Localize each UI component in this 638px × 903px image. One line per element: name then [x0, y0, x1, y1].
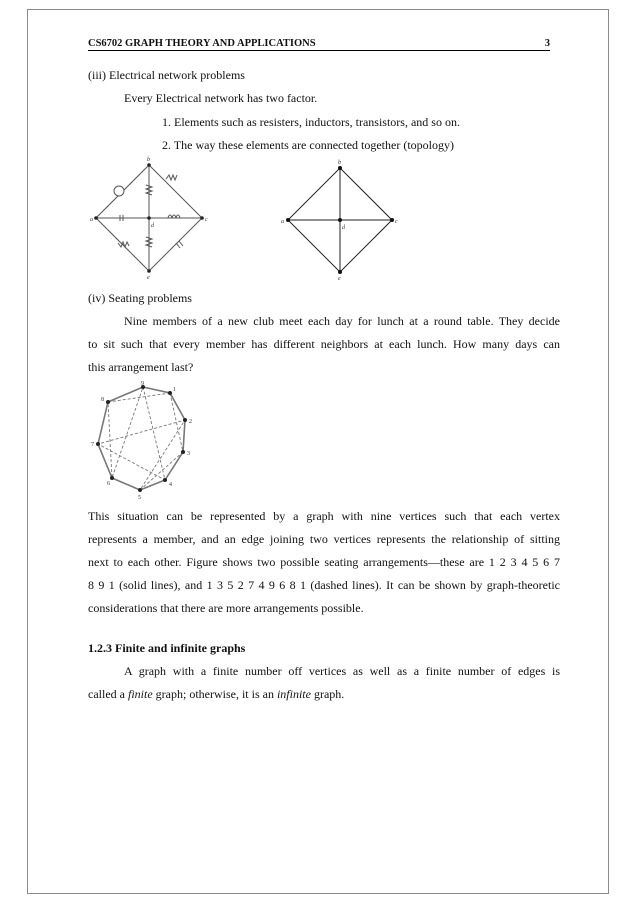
fig2-label-a: a: [281, 219, 284, 225]
para-line3: next to each other. Figure shows two possible seating arrangements—these are 1 2 3 4 5 6 7: [88, 555, 560, 569]
seat-label-8: 8: [101, 397, 104, 403]
fig1-label-b: b: [147, 157, 150, 163]
para-line4: 8 9 1 (solid lines), and 1 3 5 2 7 4 9 6 8 1 (dashed lines). It can be shown by graph-theoretic: [88, 578, 560, 592]
electrical-network-figure: [88, 155, 218, 280]
section-iii-intro: Every Electrical network has two factor.: [124, 91, 318, 105]
para-line2: represents a member, and an edge joining two vertices represents the relationship of sitting: [88, 532, 560, 546]
section-iv-heading: (iv) Seating problems: [88, 291, 192, 305]
page-number: 3: [544, 38, 550, 49]
page-header: [88, 38, 550, 51]
section-123-line1: A graph with a finite number off vertices as well as a finite number of edges is: [124, 664, 560, 678]
line2-part-c: graph; otherwise, it is an: [152, 687, 277, 701]
section-iii-heading: (iii) Electrical network problems: [88, 68, 245, 82]
section-123-heading: 1.2.3 Finite and infinite graphs: [88, 641, 246, 655]
section-123-line2: [88, 687, 344, 701]
fig1-label-c: c: [205, 217, 208, 223]
para-line1: This situation can be represented by a graph with nine vertices such that each vertex: [88, 509, 560, 523]
finite-term: finite: [127, 687, 153, 701]
seat-label-1: 1: [173, 387, 176, 393]
seating-graph-figure: [88, 380, 218, 502]
section-iv-para-line2: to sit such that every member has different neighbors at each lunch. How many days can: [88, 337, 560, 351]
list-item-2: 2. The way these elements are connected together (topology): [162, 138, 455, 152]
topology-graph-figure: [280, 158, 400, 280]
infinite-term: infinite: [276, 687, 311, 701]
line2-part-a: called a: [88, 687, 128, 701]
seat-label-9: 9: [141, 381, 144, 387]
seat-label-2: 2: [189, 419, 192, 425]
fig1-label-d: d: [151, 223, 154, 229]
para-line5: considerations that there are more arrangements possible.: [88, 601, 364, 615]
section-iv-para-line1: Nine members of a new club meet each day for lunch at a round table. They decide: [124, 314, 560, 328]
header-title: CS6702 GRAPH THEORY AND APPLICATIONS: [88, 38, 316, 49]
seat-label-6: 6: [107, 481, 110, 487]
fig2-label-e: e: [338, 276, 341, 280]
seat-label-5: 5: [138, 495, 141, 501]
fig2-label-b: b: [338, 160, 341, 166]
list-item-1: 1. Elements such as resisters, inductors, transistors, and so on.: [162, 115, 460, 129]
section-iv-para-line3: this arrangement last?: [88, 360, 194, 374]
seat-label-3: 3: [187, 451, 190, 457]
fig2-label-d: d: [342, 225, 345, 231]
line2-part-e: graph.: [310, 687, 345, 701]
fig1-label-a: a: [90, 217, 93, 223]
fig1-label-e: e: [147, 275, 150, 280]
seat-label-4: 4: [169, 482, 172, 488]
seat-label-7: 7: [91, 442, 94, 448]
fig2-label-c: c: [395, 219, 398, 225]
